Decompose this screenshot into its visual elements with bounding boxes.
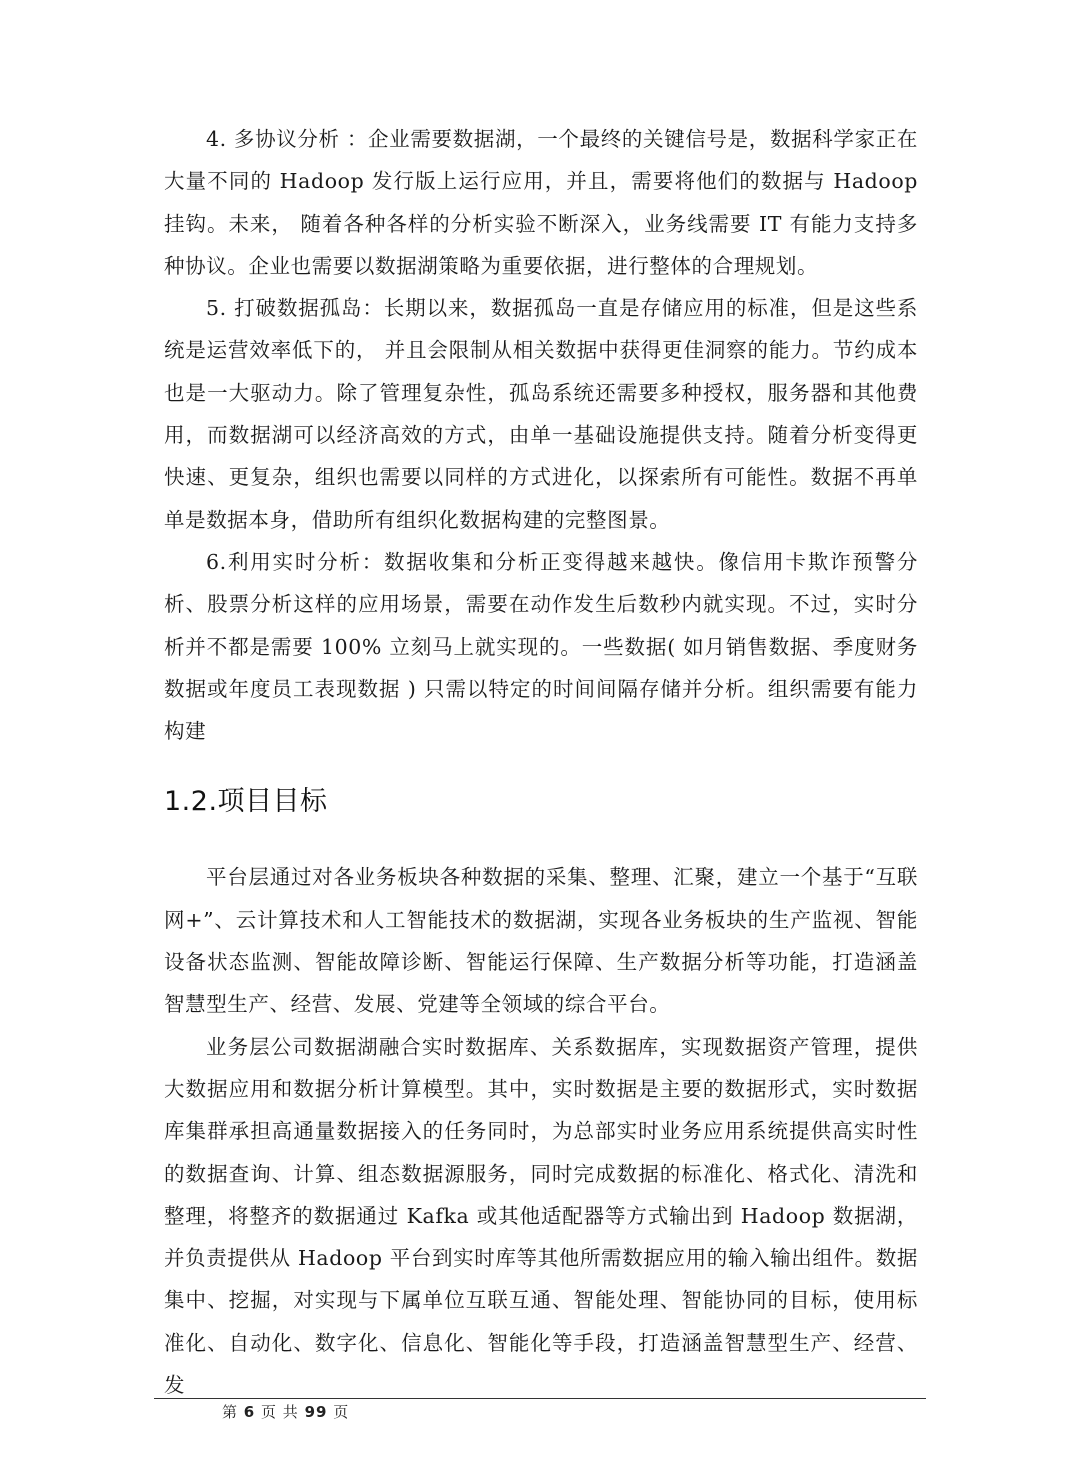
paragraph-multi-protocol-analysis: 4. 多协议分析 ：企业需要数据湖，一个最终的关键信号是，数据科学家正在大量不同的 Hadoop 发行版上运行应用，并且，需要将他们的数据与 Hadoop 挂钩。未来， 随着各种各样的分析实验不断深入，业务线需要 IT 有能力支持多种协议。企业也需要以数据湖策略为重要依据，进行整体的合理规划。	[164, 127, 918, 278]
footer-prefix: 第	[222, 1403, 239, 1421]
paragraph-realtime-analysis: 6.利用实时分析：数据收集和分析正变得越来越快。像信用卡欺诈预警分析、股票分析这样的应用场景，需要在动作发生后数秒内就实现。不过，实时分析并不都是需要 100% 立刻马上就实现的。一些数据( 如月销售数据、季度财务数据或年度员工表现数据 ) 只需以特定的时间间隔存储并分析。组织需要有能力构建	[164, 549, 918, 744]
footer-suffix: 页	[333, 1403, 350, 1421]
paragraph-break-data-silos: 5. 打破数据孤岛：长期以来，数据孤岛一直是存储应用的标准，但是这些系统是运营效率低下的， 并且会限制从相关数据中获得更佳洞察的能力。节约成本也是一大驱动力。除了管理复杂性，孤岛系统还需要多种授权，服务器和其他费用，而数据湖可以经济高效的方式，由单一基础设施提供支持。随着分析变得更快速、更复杂，组织也需要以同样的方式进化，以探索所有可能性。数据不再单单是数据本身，借助所有组织化数据构建的完整图景。	[164, 296, 918, 532]
section-heading-project-goals: 1.2.项目目标	[164, 786, 328, 818]
current-page-number: 6	[243, 1403, 256, 1421]
page-body	[164, 118, 918, 1406]
paragraph-business-layer: 业务层公司数据湖融合实时数据库、关系数据库，实现数据资产管理，提供大数据应用和数据分析计算模型。其中，实时数据是主要的数据形式，实时数据库集群承担高通量数据接入的任务同时，为总部实时业务应用系统提供高实时性的数据查询、计算、组态数据源服务，同时完成数据的标准化、格式化、清洗和整理，将整齐的数据通过 Kafka 或其他适配器等方式输出到 Hadoop 数据湖，并负责提供从 Hadoop 平台到实时库等其他所需数据应用的输入输出组件。数据集中、挖掘，对实现与下属单位互联互通、智能处理、智能协同的目标，使用标准化、自动化、数字化、信息化、智能化等手段，打造涵盖智慧型生产、经营、发	[164, 1034, 918, 1398]
total-page-count: 99	[304, 1403, 328, 1421]
footer-middle: 页 共	[261, 1403, 299, 1421]
footer-divider	[154, 1398, 926, 1399]
paragraph-platform-layer: 平台层通过对各业务板块各种数据的采集、整理、汇聚，建立一个基于“互联网+”、云计算技术和人工智能技术的数据湖，实现各业务板块的生产监视、智能设备状态监测、智能故障诊断、智能运行保障、生产数据分析等功能，打造涵盖智慧型生产、经营、发展、党建等全领域的综合平台。	[164, 865, 918, 1017]
page-number-footer	[222, 1401, 349, 1423]
